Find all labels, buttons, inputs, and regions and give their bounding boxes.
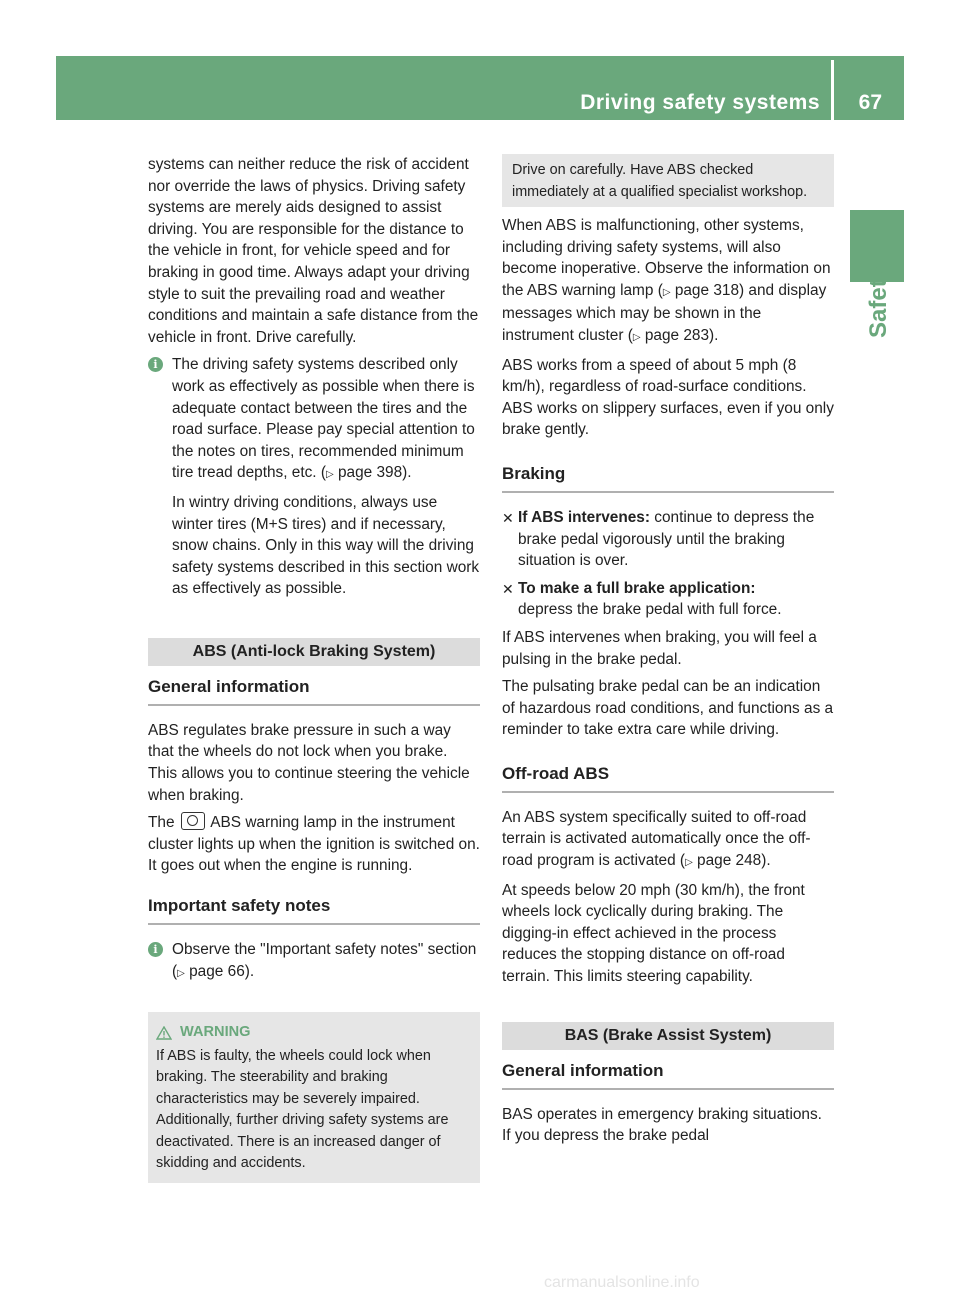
section-title-bas: BAS (Brake Assist System) [502,1022,834,1050]
abs-warning-lamp-icon [181,812,205,830]
left-column [148,154,480,1183]
instruction-step: ✕ To make a full brake application: depress the brake pedal with full force. [502,578,834,621]
warning-heading: WARNING [156,1022,472,1044]
warning-continuation-box [502,154,834,207]
page-ref-arrow-icon: ▷ [685,857,693,869]
page-reference[interactable]: page 66). [189,962,255,980]
heading-general-information: General information [502,1060,834,1090]
page-ref-arrow-icon: ▷ [325,469,334,481]
paragraph: BAS operates in emergency braking situations. If you depress the brake pedal [502,1105,822,1145]
warning-continuation-text: Drive on carefully. Have ABS checked immediately at a qualified specialist workshop. [512,162,808,200]
note-paragraph: In wintry driving conditions, always use winter tires (M+S tires) and if necessary, snow chains. Only in this way will the driving safety systems described in this section work as effectively as possible. [172,493,480,598]
heading-off-road-abs: Off-road ABS [502,763,834,793]
info-icon: i [148,942,163,957]
section-title-abs: ABS (Anti-lock Braking System) [148,638,480,666]
heading-braking: Braking [502,463,834,493]
info-note [148,939,480,990]
instruction-step: ✕ If ABS intervenes: continue to depress the brake pedal vigorously until the braking situation is over. [502,507,834,572]
heading-important-safety-notes: Important safety notes [148,895,480,925]
heading-general-information: General information [148,676,480,706]
page-number: 67 [858,91,882,114]
page-reference[interactable]: page 318) and display messages which may be shown in the instrument cluster ( [502,281,827,344]
page-reference[interactable]: page 398). [337,464,412,482]
info-icon: i [148,357,163,372]
warning-box [148,1012,480,1183]
info-note [148,354,480,606]
header-bar [56,56,904,120]
side-tab-label: Safety [865,265,892,338]
paragraph: An ABS system specifically suited to off-road terrain is activated automatically once the off-road program is activated (▷ page 248). [502,808,811,870]
warning-triangle-icon [156,1026,172,1040]
header-divider [831,60,834,120]
warning-text: If ABS is faulty, the wheels could lock when braking. The steerability and braking characteristics may be severely impaired. Additionally, further driving safety systems are deactivated. There is an increased danger of skidding and accidents. [156,1047,449,1172]
chapter-title: Driving safety systems [580,91,820,114]
step-arrow-icon: ✕ [502,580,514,597]
paragraph: ABS regulates brake pressure in such a way that the wheels do not lock when you brake. This allows you to continue steering the vehicle when braking. [148,721,470,804]
page-ref-arrow-icon: ▷ [662,286,671,298]
paragraph: ABS works from a speed of about 5 mph (8 km/h), regardless of road-surface conditions. ABS works on slippery surfaces, even if you only brake gently. [502,356,834,439]
page-reference[interactable]: page 283). [644,326,719,344]
step-arrow-icon: ✕ [502,509,514,526]
note-paragraph: Observe the "Important safety notes" section (▷ page 66). [172,941,477,980]
paragraph: When ABS is malfunctioning, other systems, including driving safety systems, will also become inoperative. Observe the information on the ABS warning lamp (▷ page 318) and display messages which may be shown in the instrument cluster (▷ page 283). [502,217,831,344]
page-ref-arrow-icon: ▷ [177,967,185,979]
paragraph: The ABS warning lamp in the instrument cluster lights up when the ignition is switched on. It goes out when the engine is running. [148,814,480,875]
right-column [502,154,834,1153]
paragraph: The pulsating brake pedal can be an indication of hazardous road conditions, and functions as a reminder to take extra care while driving. [502,678,834,739]
paragraph: If ABS intervenes when braking, you will feel a pulsing in the brake pedal. [502,628,817,668]
note-paragraph: The driving safety systems described only work as effectively as possible when there is adequate contact between the tires and the road surface. Please pay special attention to the notes on tires, recommended minimum tire tread depths, etc. (▷ page 398). [172,356,475,482]
paragraph: At speeds below 20 mph (30 km/h), the front wheels lock cyclically during braking. The digging-in effect achieved in the process reduces the stopping distance on off-road terrain. This limits steering capability. [502,881,805,986]
page-reference[interactable]: page 248). [697,852,771,870]
intro-paragraph: systems can neither reduce the risk of accident nor override the laws of physics. Driving safety systems are merely aids designed to assist driving. You are responsible for the distance to the vehicle in front, for vehicle speed and for braking in good time. Always adapt your driving style to suit the prevailing road and weather conditions and maintain a safe distance from the vehicle in front. Drive carefully. [148,156,479,346]
page-ref-arrow-icon: ▷ [632,331,641,343]
watermark: carmanualsonline.info [544,1274,700,1291]
